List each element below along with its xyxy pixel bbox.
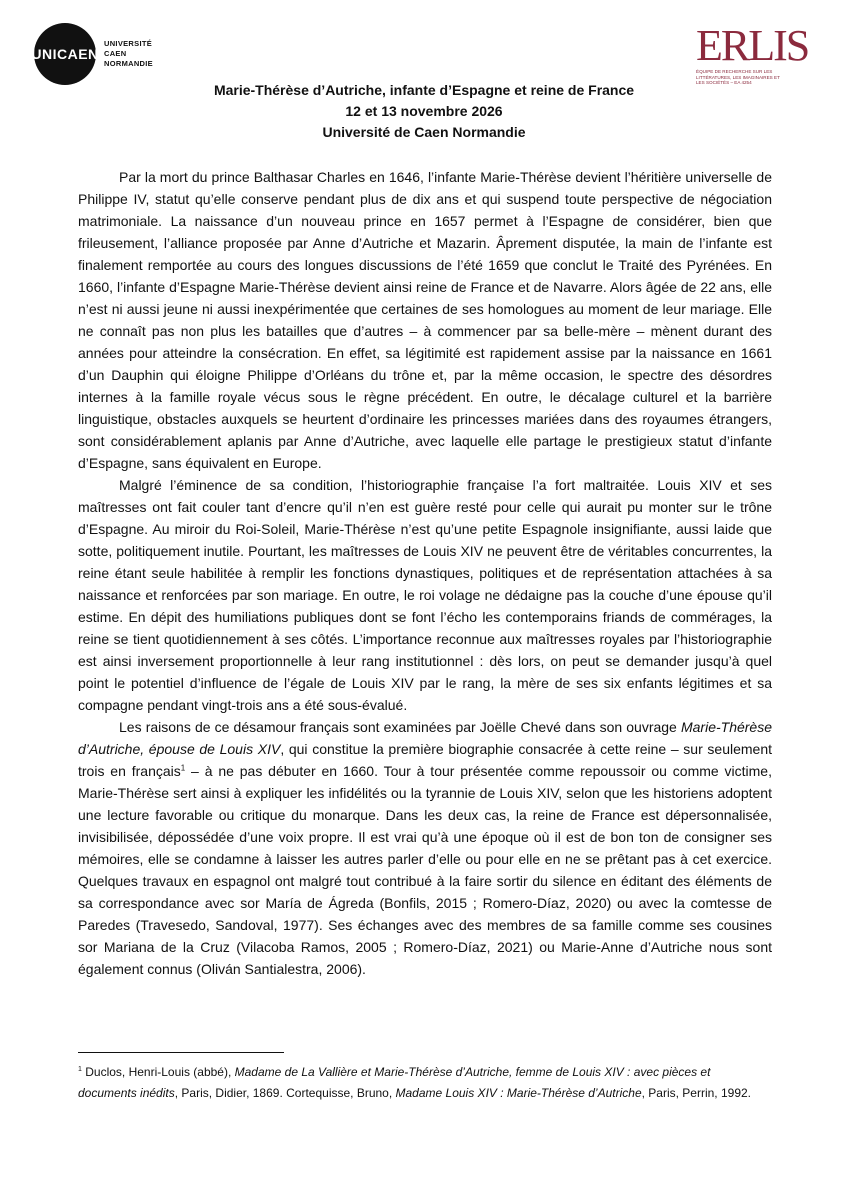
document-title: Marie-Thérèse d’Autriche, infante d’Espagne et reine de France — [213, 82, 635, 98]
unicaen-logo-text — [104, 39, 153, 69]
footnote-book-title: Madame de La Vallière et Marie-Thérèse d’Autriche, femme de Louis XIV : avec pièces et documents inédits — [78, 1065, 711, 1100]
erlis-logo — [696, 21, 809, 86]
footnote-text: , Paris, Didier, 1869. Cortequisse, Bruno, — [174, 1086, 396, 1100]
paragraph: Par la mort du prince Balthasar Charles en 1646, l’infante Marie-Thérèse devient l’héritière universelle de Philippe IV, statut qu’elle conserve pendant plus de dix ans et qui suspend toute perspective de négociation matrimoniale. La naissance d’un nouveau prince en 1657 permet à l’Espagne de considérer, bien que frileusement, l’alliance proposée par Anne d’Autriche et Mazarin. Âprement disputée, la main de l’infante est finalement remportée au cours des longues discussions de l’été 1659 que conclut le Traité des Pyrénées. En 1660, l’infante d’Espagne Marie-Thérèse devient ainsi reine de France et de Navarre. Alors âgée de 22 ans, elle n’est ni aussi jeune ni aussi inexpérimentée que certaines de ses homologues au moment de leur mariage. Elle ne connaît pas non plus les batailles que d’autres – à commencer par sa belle-mère – mènent durant des années pour atteindre la consécration. En effet, sa légitimité est rapidement assise par la naissance en 1661 d’un Dauphin qui éloigne Philippe d’Orléans du trône et, par la même occasion, le spectre des désordres internes à la famille royale vécus sous le règne précédent. En outre, le décalage culturel et la barrière linguistique, obstacles auxquels se heurtent d’ordinaire les princesses mariées dans des royaumes étrangers, sont considérablement aplanis par Anne d’Autriche, avec laquelle elle partage le prestigieux statut d’infante d’Espagne, sans équivalent en Europe. — [78, 169, 772, 471]
erlis-logo-tagline: ÉQUIPE DE RECHERCHE SUR LES LITTÉRATURES, LES IMAGINAIRES ET LES SOCIÉTÉS – EA 4254 — [696, 69, 780, 85]
footnote-reference[interactable]: 1 — [180, 763, 186, 773]
paragraph-text: – à ne pas débuter en 1660. Tour à tour présentée comme repoussoir ou comme victime, Marie-Thérèse sert ainsi à expliquer les infidélités ou la tyrannie de Louis XIV, selon que les historiens adoptent une lecture favorable ou critique du monarque. Dans les deux cas, la reine de France est dépersonnalisée, invisibilisée, dépossédée d’une voix propre. Il est vrai qu’à une époque où il est de bon ton de consigner ses mémoires, elle se condamne à laisser les autres parler d’elle ou pour elle en ne se prêtant pas à cet exercice. Quelques travaux en espagnol ont malgré tout contribué à la faire sortir du silence en éditant des éléments de sa correspondance avec sor María de Ágreda (Bonfils, 2015 ; Romero-Díaz, 2020) ou avec la comtesse de Paredes (Travesedo, Sandoval, 1977). Ses échanges avec des membres de sa famille comme ses cousines sor Mariana de la Cruz (Vilacoba Ramos, 2005 ; Romero-Díaz, 2021) ou Marie-Anne d’Autriche nous sont également connus (Oliván Santialestra, 2006). — [78, 763, 772, 977]
book-title: Marie-Thérèse d’Autriche, épouse de Louis XIV — [78, 719, 772, 757]
unicaen-logo-line: NORMANDIE — [104, 59, 153, 68]
unicaen-logo-line: UNIVERSITÉ — [104, 39, 153, 48]
paragraph: Malgré l’éminence de sa condition, l’historiographie française l’a fort maltraitée. Louis XIV et ses maîtresses ont fait couler tant d’encre qu’il n’en est guère resté pour celle qui aurait pu monter sur le trône d’Espagne. Au miroir du Roi-Soleil, Marie-Thérèse n’est qu’une petite Espagnole insignifiante, aussi laide que sotte, politiquement inutile. Pourtant, les maîtresses de Louis XIV ne peuvent être de véritables concurrentes, la reine étant seule habilitée à remplir les fonctions dynastiques, politiques et de représentation attachées à sa naissance et renforcées par son mariage. En outre, le roi volage ne dédaigne pas la couche d’une épouse qu’il estime. En dépit des humiliations publiques dont se font l’écho les contemporains friands de commérages, la reine se tient quotidiennement à ses côtés. L’importance reconnue aux maîtresses royales par l’historiographie est ainsi inversement proportionnelle à leur rang institutionnel : dès lors, on peut se demander jusqu’à quel point le potentiel d’influence de l’égale de Louis XIV par le rang, la mère de ses six enfants légitimes et sa compagne pendant vingt-trois ans a été sous-évalué. — [78, 477, 772, 713]
paragraph-text: , qui constitue la première biographie consacrée à cette reine – sur seulement trois en français — [78, 741, 772, 779]
body-text — [78, 166, 772, 980]
event-venue: Université de Caen Normandie — [322, 124, 526, 140]
paragraph-text: Les raisons de ce désamour français sont examinées par Joëlle Chevé dans son ouvrage — [119, 719, 681, 735]
footnote-marker: 1 — [78, 1066, 82, 1073]
unicaen-logo — [31, 23, 153, 85]
document-header — [0, 80, 848, 143]
footnote-text: Duclos, Henri-Louis (abbé), — [81, 1065, 235, 1079]
footnote — [78, 1062, 772, 1104]
event-dates: 12 et 13 novembre 2026 — [345, 103, 503, 119]
footnote-divider — [78, 1052, 284, 1053]
paragraph — [78, 716, 772, 980]
erlis-logo-mark: ERLIS — [696, 21, 809, 70]
unicaen-logo-line: CAEN — [104, 49, 127, 58]
unicaen-logo-mark: UNICAEN — [34, 23, 96, 85]
footnote-text: , Paris, Perrin, 1992. — [641, 1086, 752, 1100]
footnote-book-title: Madame Louis XIV : Marie-Thérèse d’Autriche — [395, 1086, 642, 1100]
